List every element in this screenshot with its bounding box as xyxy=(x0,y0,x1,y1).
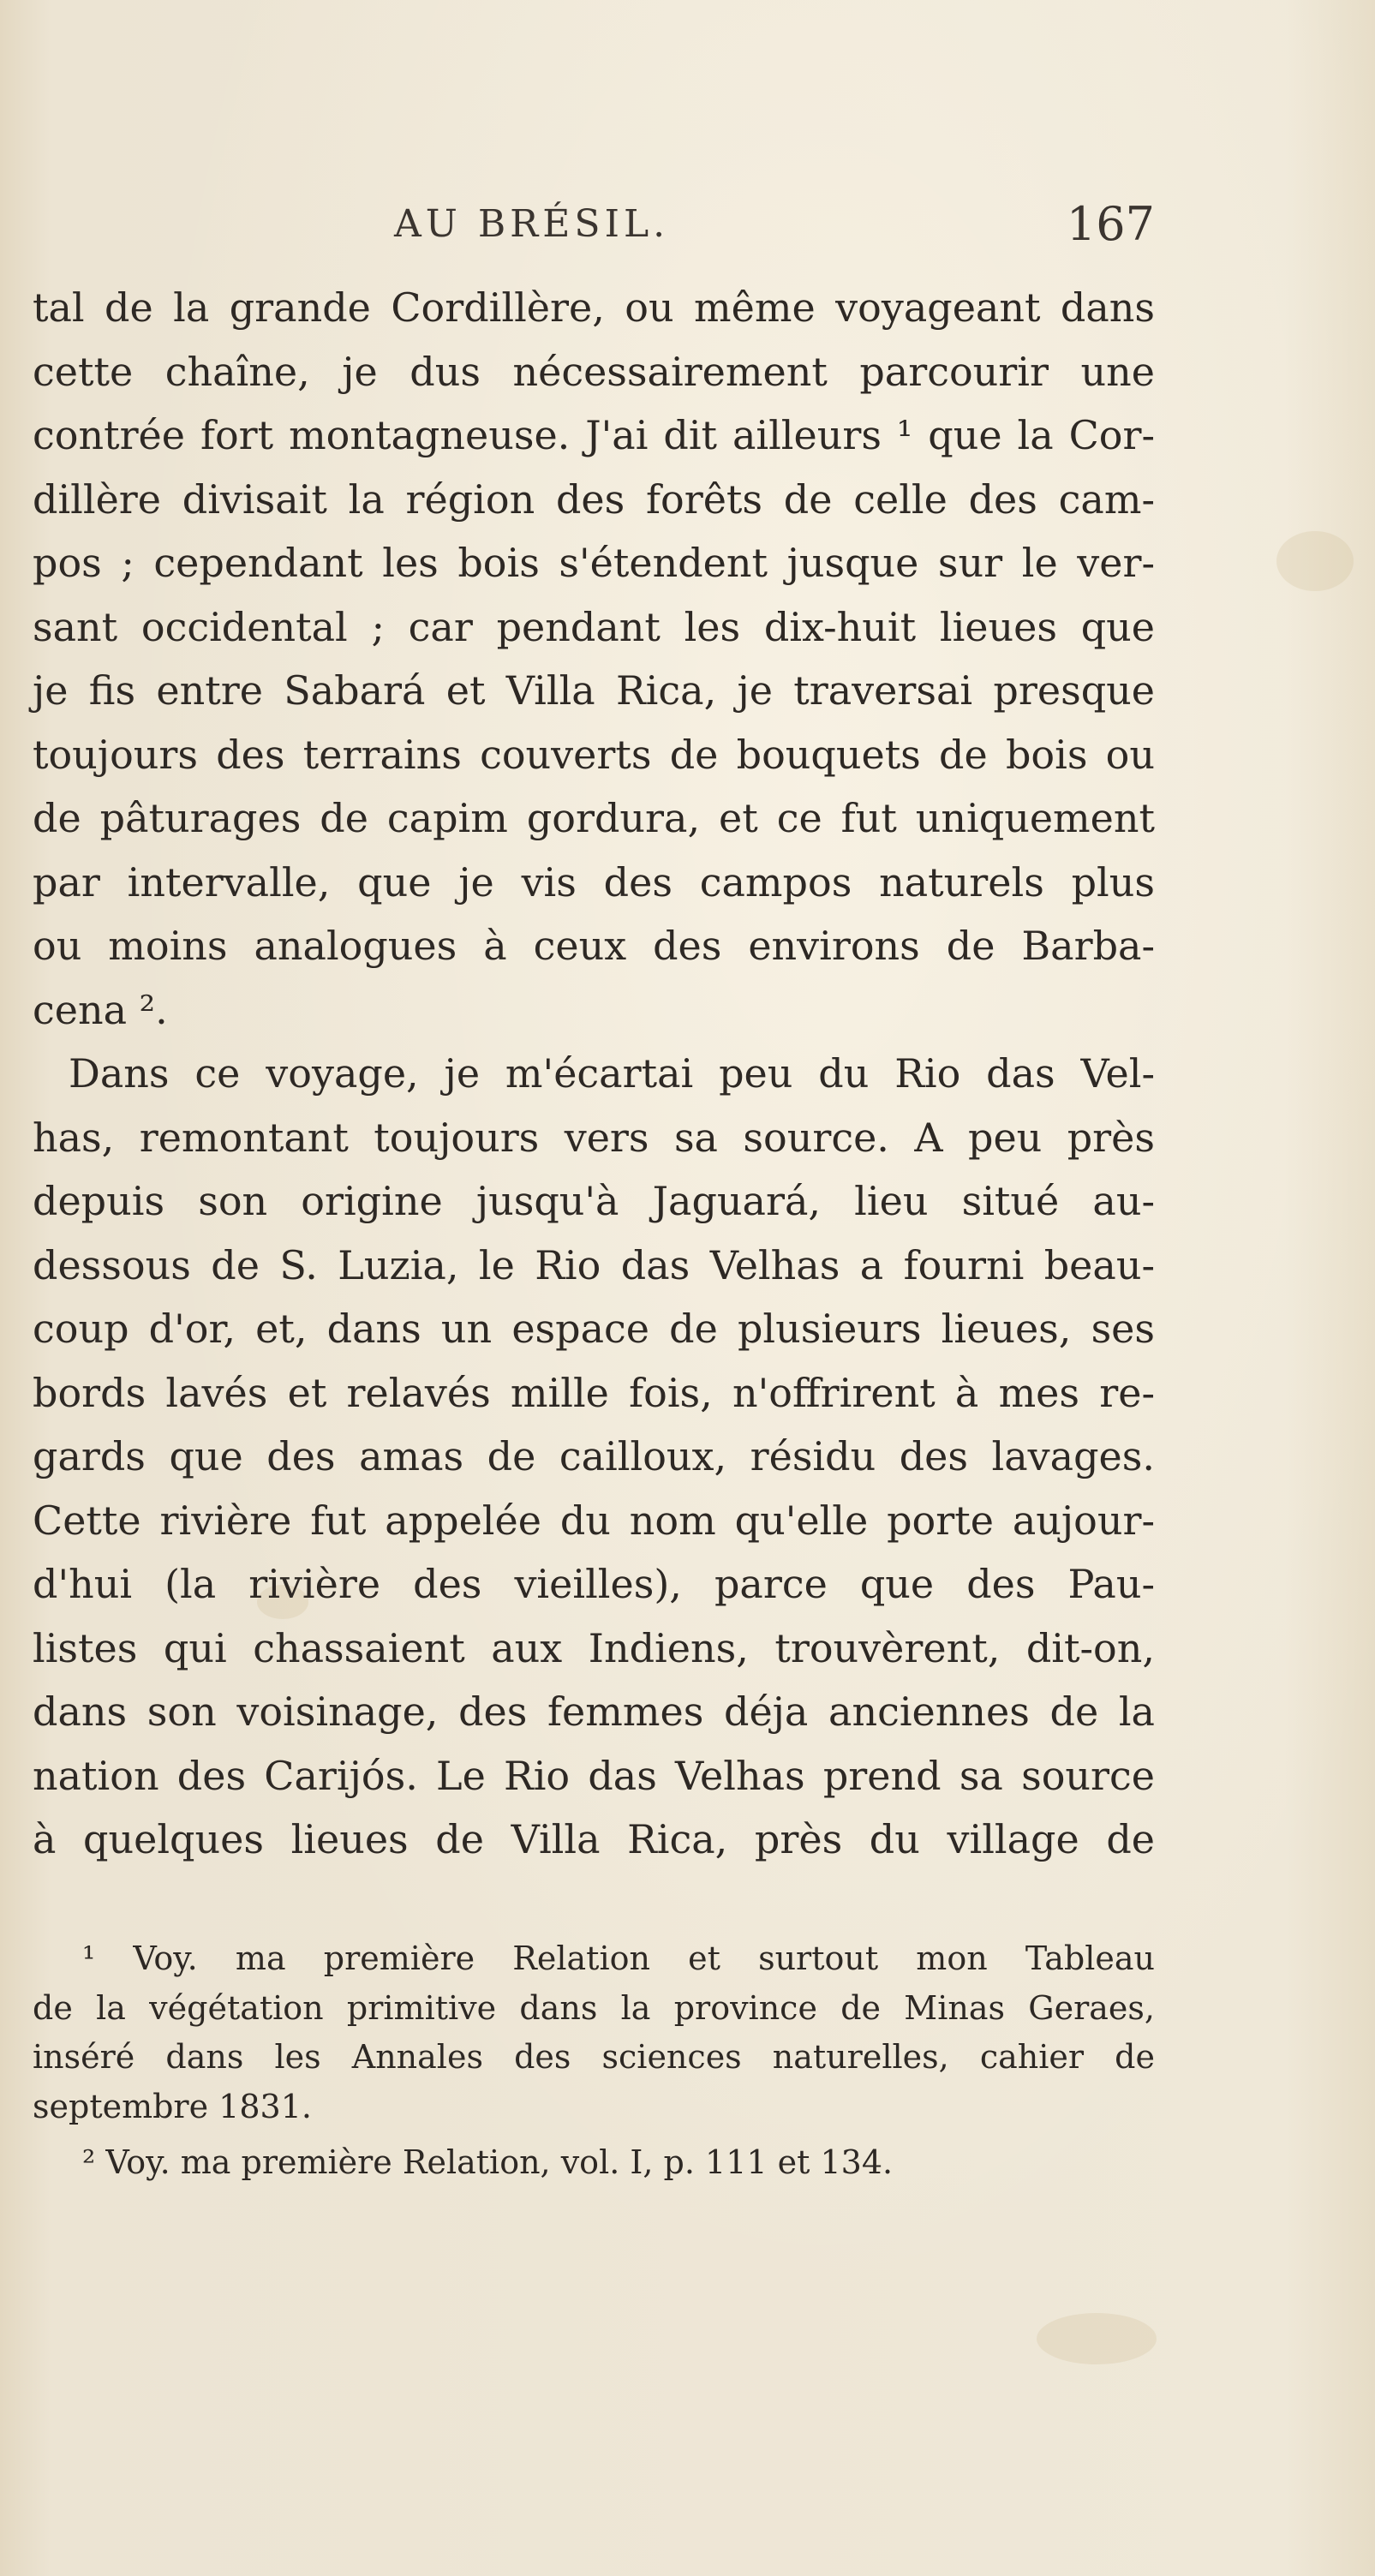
text-line: contrée fort montagneuse. J'ai dit ailleurs ¹ que la Cor- xyxy=(33,412,1155,458)
text-line: ou moins analogues à ceux des environs de Barba- xyxy=(33,923,1155,969)
text-line: toujours des terrains couverts de bouquets de bois ou xyxy=(33,731,1155,778)
text-line: dans son voisinage, des femmes déja anciennes de la xyxy=(33,1688,1155,1735)
body-text xyxy=(33,276,1155,1872)
text-line: d'hui (la rivière des vieilles), parce que des Pau- xyxy=(33,1561,1155,1607)
text-line: sant occidental ; car pendant les dix-huit lieues que xyxy=(33,603,1155,650)
text-line: pos ; cependant les bois s'étendent jusque sur le ver- xyxy=(33,540,1155,586)
text-line: dessous de S. Luzia, le Rio das Velhas a fourni beau- xyxy=(33,1241,1155,1288)
text-line: coup d'or, et, dans un espace de plusieurs lieues, ses xyxy=(33,1306,1155,1352)
text-line: par intervalle, que je vis des campos naturels plus xyxy=(33,858,1155,905)
text-line: depuis son origine jusqu'à Jaguará, lieu situé au- xyxy=(33,1178,1155,1224)
text-line: listes qui chassaient aux Indiens, trouvèrent, dit-on, xyxy=(33,1624,1155,1671)
paragraph-start-line: Dans ce voyage, je m'écartai peu du Rio das Vel- xyxy=(69,1050,1155,1097)
running-head: AU BRÉSIL. xyxy=(394,202,670,246)
footnote-line: inséré dans les Annales des sciences naturelles, cahier de xyxy=(33,2038,1155,2076)
footnote-line: ² Voy. ma première Relation, vol. I, p. 111 et 134. xyxy=(82,2143,894,2181)
footnote-line: de la végétation primitive dans la province de Minas Geraes, xyxy=(33,1988,1155,2027)
text-line: tal de la grande Cordillère, ou même voyageant dans xyxy=(33,284,1155,331)
footnote-line: septembre 1831. xyxy=(33,2087,312,2125)
page-header xyxy=(33,197,1155,271)
text-line: dillère divisait la région des forêts de celle des cam- xyxy=(33,475,1155,523)
page-number: 167 xyxy=(1066,197,1155,251)
text-line: Cette rivière fut appelée du nom qu'elle porte aujour- xyxy=(33,1497,1155,1544)
footnotes xyxy=(33,1934,1155,2188)
footnote-line: ¹ Voy. ma première Relation et surtout mon Tableau xyxy=(82,1939,1155,1977)
text-line: gards que des amas de cailloux, résidu des lavages. xyxy=(33,1433,1155,1479)
text-line: je fis entre Sabará et Villa Rica, je traversai presque xyxy=(33,667,1155,714)
text-line: bords lavés et relavés mille fois, n'offrirent à mes re- xyxy=(33,1369,1155,1416)
text-line: de pâturages de capim gordura, et ce fut uniquement xyxy=(33,795,1155,841)
text-line: cette chaîne, je dus nécessairement parcourir une xyxy=(33,348,1155,395)
text-line: has, remontant toujours vers sa source. A peu près xyxy=(33,1114,1155,1161)
text-line: à quelques lieues de Villa Rica, près du village de xyxy=(33,1816,1155,1862)
text-line: cena ². xyxy=(33,986,168,1033)
text-line: nation des Carijós. Le Rio das Velhas prend sa source xyxy=(33,1752,1155,1799)
